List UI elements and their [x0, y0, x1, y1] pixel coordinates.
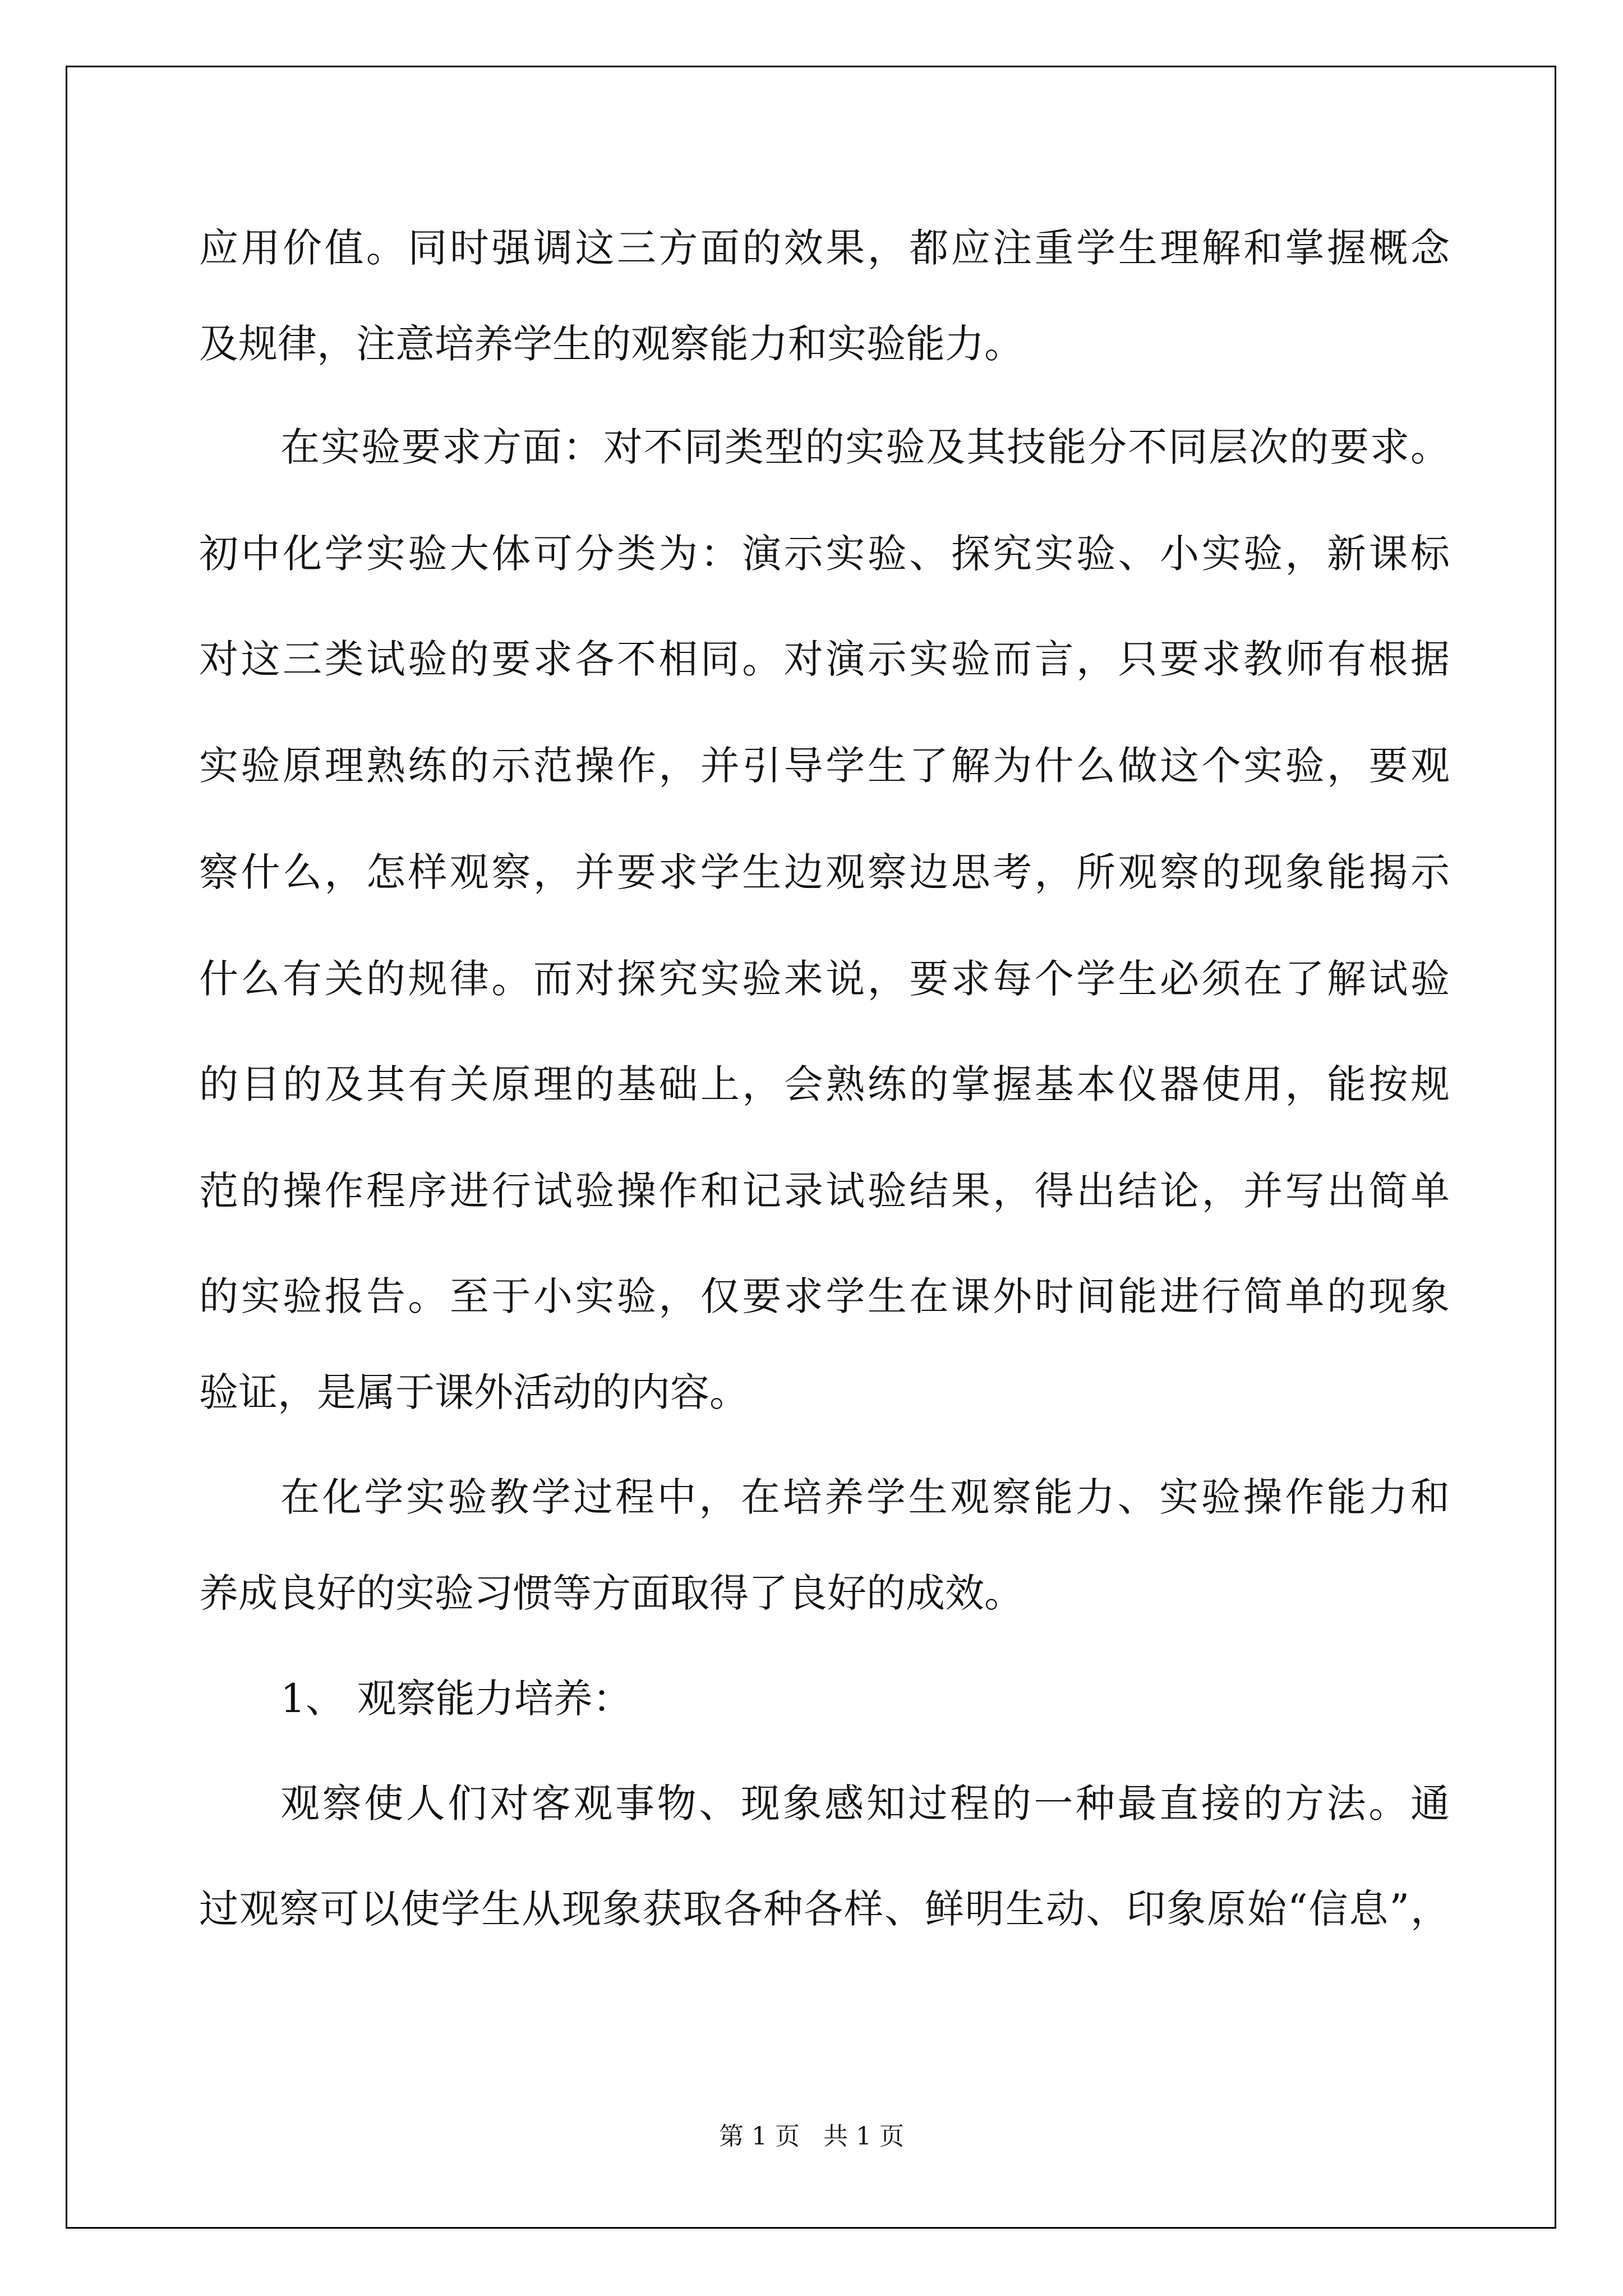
paragraph-line: 验证，是属于课外活动的内容。: [199, 1369, 749, 1415]
paragraph-line: 养成良好的实验习惯等方面取得了良好的成效。: [199, 1570, 1023, 1616]
paragraph-line: 的目的及其有关原理的基础上，会熟练的掌握基本仪器使用，能按规: [199, 1061, 1450, 1107]
paragraph-line: 初中化学实验大体可分类为：演示实验、探究实验、小实验，新课标: [199, 531, 1450, 577]
paragraph-line: 对这三类试验的要求各不相同。对演示实验而言，只要求教师有根据: [199, 636, 1450, 682]
paragraph-line: 范的操作程序进行试验操作和记录试验结果，得出结论，并写出简单: [199, 1168, 1450, 1214]
paragraph-line: 应用价值。同时强调这三方面的效果，都应注重学生理解和掌握概念: [199, 225, 1450, 271]
numbered-heading: 1、 观察能力培养：: [280, 1676, 632, 1722]
paragraph-line: 过观察可以使学生从现象获取各种各样、鲜明生动、印象原始“信息”，: [199, 1886, 1450, 1932]
paragraph-line: 在化学实验教学过程中，在培养学生观察能力、实验操作能力和: [280, 1474, 1450, 1520]
page-footer: [0, 2120, 1623, 2154]
paragraph-line: 及规律，注意培养学生的观察能力和实验能力。: [199, 321, 1023, 367]
paragraph-line: 实验原理熟练的示范操作，并引导学生了解为什么做这个实验，要观: [199, 743, 1450, 789]
paragraph-line: 察什么，怎样观察，并要求学生边观察边思考，所观察的现象能揭示: [199, 849, 1450, 895]
paragraph-line: 观察使人们对客观事物、现象感知过程的一种最直接的方法。通: [280, 1780, 1450, 1826]
paragraph-line: 在实验要求方面：对不同类型的实验及其技能分不同层次的要求。: [280, 424, 1450, 470]
page-number: 第 1 页: [719, 2122, 800, 2151]
page-total: 共 1 页: [823, 2122, 904, 2151]
paragraph-line: 什么有关的规律。而对探究实验来说，要求每个学生必须在了解试验: [199, 956, 1450, 1002]
paragraph-line: 的实验报告。至于小实验，仅要求学生在课外时间能进行简单的现象: [199, 1273, 1450, 1319]
